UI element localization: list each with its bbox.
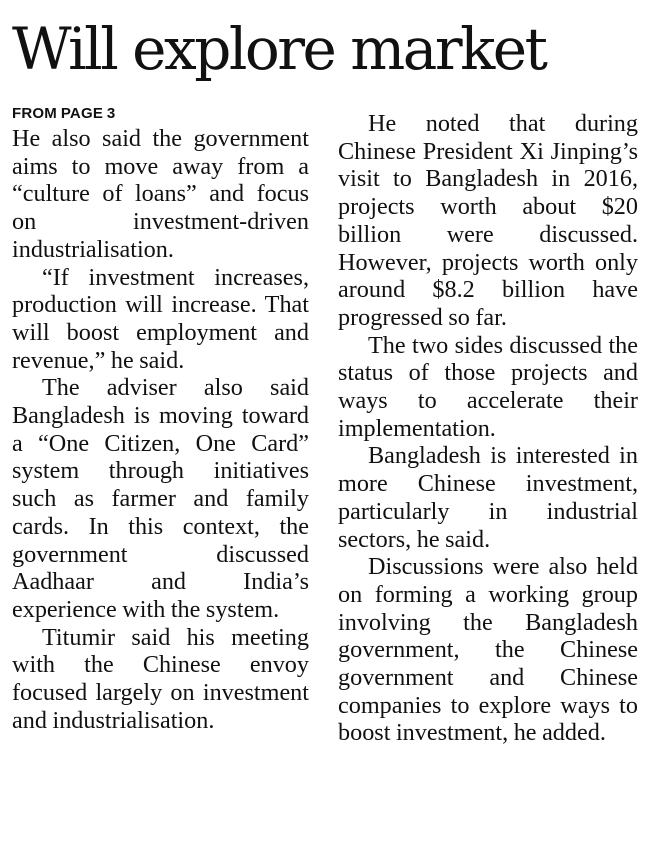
paragraph: Discussions were also held on forming a working group involving the Bangladesh government, the Chinese government and Chinese companies to explore ways to boost investment, he added.	[338, 553, 638, 747]
paragraph: The adviser also said Bangladesh is moving toward a “One Citizen, One Card” system through initiatives such as farmer and family cards. In this context, the government discussed Aadhaar and India’s experience with the system.	[12, 374, 309, 623]
paragraph: He noted that during Chinese President Xi Jinping’s visit to Bangladesh in 2016, projects worth about $20 billion were discussed. However, projects worth only around $8.2 billion have progressed so far.	[338, 110, 638, 331]
paragraph: Titumir said his meeting with the Chinese envoy focused largely on investment and industrialisation.	[12, 623, 309, 734]
article-column-right	[338, 110, 638, 747]
continued-from-label: FROM PAGE 3	[12, 105, 116, 122]
paragraph: Bangladesh is interested in more Chinese investment, particularly in industrial sectors, he said.	[338, 442, 638, 553]
article-column-left	[12, 104, 309, 734]
paragraph: “If investment increases, production will increase. That will boost employment and revenue,” he said.	[12, 263, 309, 374]
paragraph: He also said the government aims to move away from a “culture of loans” and focus on investment-driven industrialisation.	[12, 125, 309, 263]
paragraph: The two sides discussed the status of those projects and ways to accelerate their implementation.	[338, 331, 638, 442]
headline: Will explore market	[12, 15, 546, 83]
